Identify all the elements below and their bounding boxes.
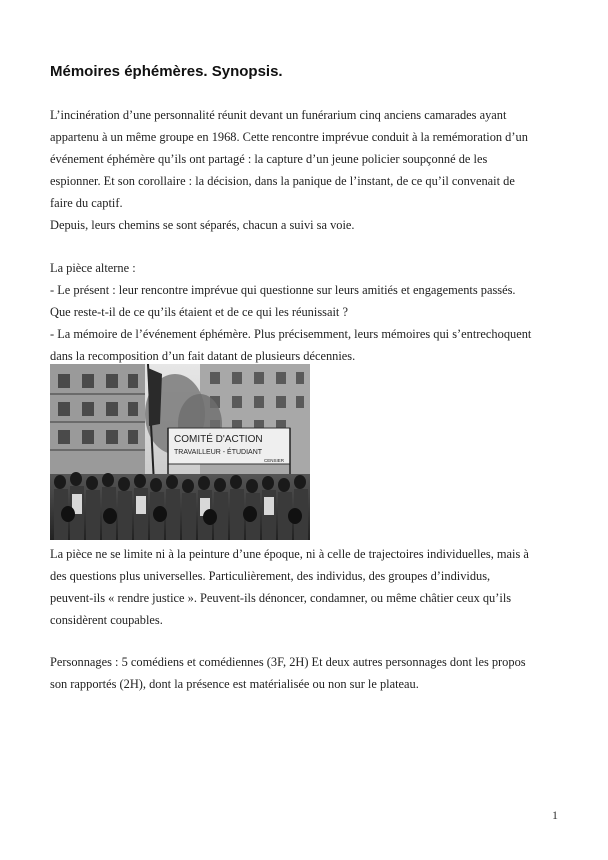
text-line: événement éphémère qu’ils ont partagé : la capture d’un jeune policier soupçonné de les (50, 152, 488, 166)
text-line: appartenu à un même groupe en 1968. Cette rencontre imprévue conduit à la remémoration d’un (50, 130, 528, 144)
text-line: des questions plus universelles. Particulièrement, des individus, des groupes d’individus, (50, 569, 491, 583)
banner-line1: COMITÉ D'ACTION (174, 434, 263, 445)
themes-paragraph (50, 543, 565, 631)
characters-paragraph (50, 651, 565, 695)
text-line: - Le présent : leur rencontre imprévue qui questionne sur leurs amitiés et engagements passés. (50, 283, 516, 297)
text-line: son rapportés (2H), dont la présence est matérialisée ou non sur le plateau. (50, 677, 419, 691)
text-line: La pièce alterne : (50, 261, 136, 275)
text-line: Que reste-t-il de ce qu’ils étaient et de ce qui les réunissait ? (50, 305, 348, 319)
text-line: espionner. Et son corollaire : la décision, dans la panique de l’instant, de ce qu’il convenait de (50, 174, 515, 188)
text-line: La pièce ne se limite ni à la peinture d’une époque, ni à celle de trajectoires individuelles, mais à (50, 547, 529, 561)
banner-line3: CENSIER (264, 458, 285, 463)
text-line: peuvent-ils « rendre justice ». Peuvent-ils dénoncer, condamner, ou même châtier ceux qu’ils (50, 591, 512, 605)
text-line: Depuis, leurs chemins se sont séparés, chacun a suivi sa voie. (50, 218, 355, 232)
structure-paragraph (50, 257, 565, 367)
text-line: L’incinération d’une personnalité réunit devant un funérarium cinq anciens camarades ayant (50, 108, 507, 122)
text-line: considèrent coupables. (50, 613, 163, 627)
text-line: faire du captif. (50, 196, 123, 210)
intro-paragraph (50, 104, 565, 236)
document-title: Mémoires éphémères. Synopsis. (50, 63, 283, 80)
page-number: 1 (552, 808, 558, 822)
text-line: Personnages : 5 comédiens et comédiennes (3F, 2H) Et deux autres personnages dont les propos (50, 655, 526, 669)
text-line: dans la recomposition d’un fait datant de plusieurs décennies. (50, 349, 356, 363)
banner-line2: TRAVAILLEUR - ÉTUDIANT (174, 449, 263, 456)
protest-photo (50, 364, 310, 540)
text-line: - La mémoire de l’événement éphémère. Plus précisemment, leurs mémoires qui s’entrechoquent (50, 327, 532, 341)
